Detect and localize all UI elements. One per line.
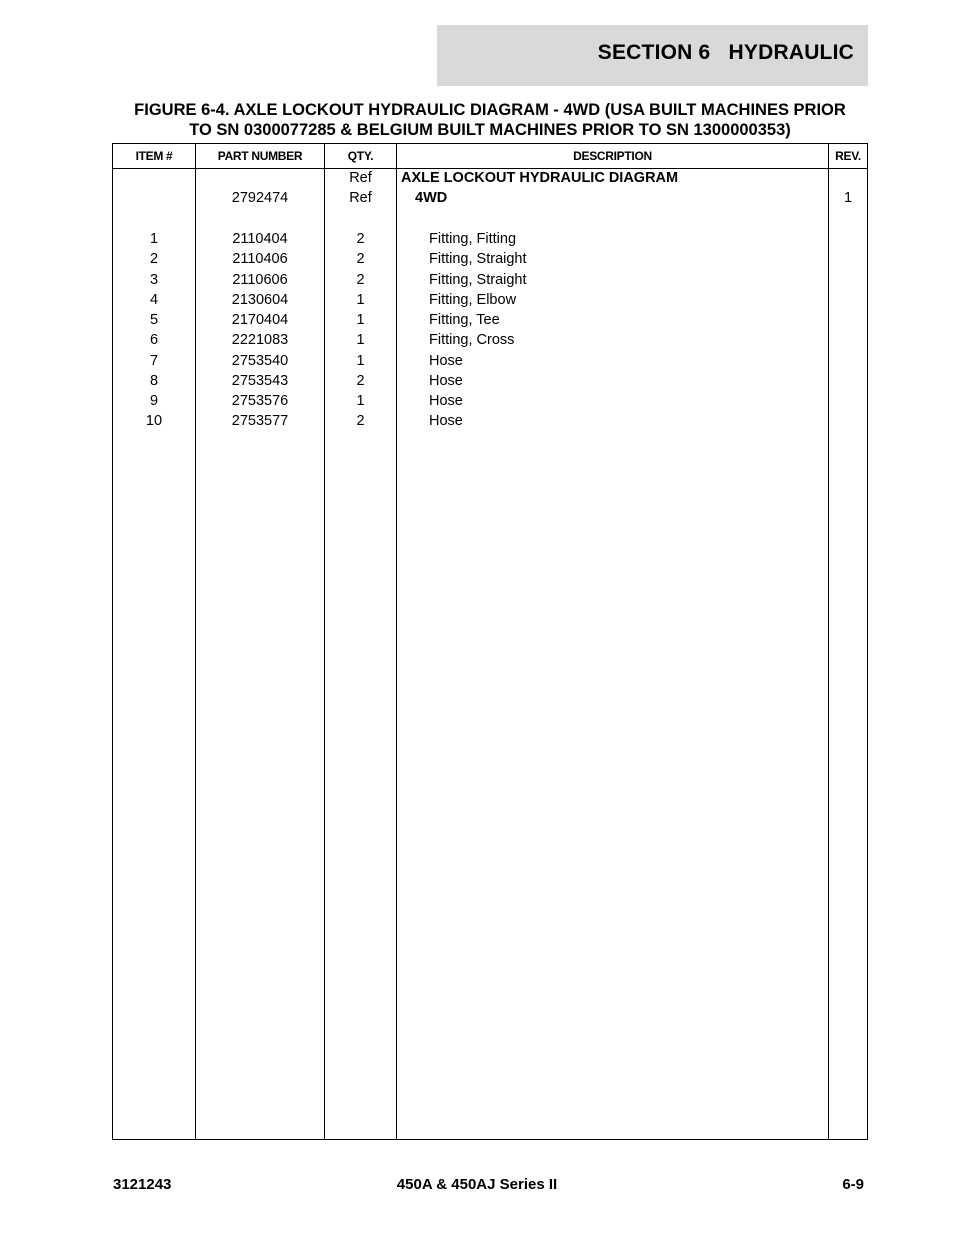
table-row [113,330,867,350]
item-number-cell: 7 [149,353,159,369]
table-row [113,188,867,208]
description-cell: Hose [429,373,463,389]
table-row [113,249,867,269]
part-number-cell: 2110404 [232,231,288,247]
description-cell: 4WD [415,190,448,206]
footer-page-number: 6-9 [842,1176,864,1193]
item-number-cell: 10 [145,413,163,429]
table-row [113,371,867,391]
part-number-cell: 2753576 [231,393,289,409]
quantity-cell: 1 [356,312,365,328]
part-number-cell: 2170404 [231,312,289,328]
table-row [113,351,867,371]
column-header-description: DESCRIPTION [573,149,652,163]
section-title: SECTION 6 HYDRAULIC [597,41,854,64]
part-number-cell: 2753540 [231,353,289,369]
footer-doc-number: 3121243 [113,1176,172,1193]
table-row [113,290,867,310]
quantity-cell: 2 [356,231,365,247]
item-number-cell: 6 [149,332,159,348]
quantity-cell: 2 [356,413,365,429]
quantity-cell: 1 [356,393,365,409]
item-number-cell: 8 [149,373,159,389]
figure-title [100,100,880,140]
description-cell: Fitting, Straight [429,251,527,267]
column-header-rev: REV. [835,149,861,163]
column-header-qty: QTY. [347,149,374,163]
table-row [113,168,867,188]
description-cell: Fitting, Tee [429,312,500,328]
quantity-cell: 2 [356,251,365,267]
column-header-item: ITEM # [135,149,173,163]
item-number-cell: 2 [149,251,159,267]
quantity-cell: 1 [356,332,365,348]
item-number-cell: 9 [149,393,159,409]
description-cell: Fitting, Elbow [429,292,517,308]
parts-table [112,143,868,1140]
part-number-cell: 2110406 [232,251,288,267]
description-cell: Fitting, Cross [429,332,515,348]
revision-cell: 1 [843,190,853,206]
description-cell: Hose [429,413,463,429]
description-cell: Hose [429,353,463,369]
figure-title-line-2: TO SN 0300077285 & BELGIUM BUILT MACHINES PRIOR TO SN 1300000353) [189,121,791,139]
table-row [113,310,867,330]
quantity-cell: 1 [356,292,365,308]
item-number-cell: 4 [149,292,159,308]
table-row [113,391,867,411]
part-number-cell: 2792474 [231,190,289,206]
quantity-cell: Ref [349,190,372,206]
section-banner [437,25,868,86]
table-row [113,270,867,290]
quantity-cell: 2 [356,373,365,389]
description-cell: Fitting, Fitting [429,231,517,247]
table-row [113,411,867,431]
item-number-cell: 1 [149,231,159,247]
part-number-cell: 2753543 [231,373,289,389]
quantity-cell: Ref [349,170,372,186]
column-header-part-number: PART NUMBER [217,149,303,163]
part-number-cell: 2110606 [232,272,288,288]
part-number-cell: 2130604 [231,292,289,308]
description-cell: Hose [429,393,463,409]
table-row [113,229,867,249]
footer-model: 450A & 450AJ Series II [396,1176,558,1193]
item-number-cell: 5 [149,312,159,328]
description-cell: AXLE LOCKOUT HYDRAULIC DIAGRAM [401,170,679,186]
description-cell: Fitting, Straight [429,272,527,288]
part-number-cell: 2221083 [231,332,289,348]
item-number-cell: 3 [149,272,159,288]
figure-title-line-1: FIGURE 6-4. AXLE LOCKOUT HYDRAULIC DIAGRAM - 4WD (USA BUILT MACHINES PRIOR [134,101,846,119]
quantity-cell: 2 [356,272,365,288]
part-number-cell: 2753577 [231,413,289,429]
quantity-cell: 1 [356,353,365,369]
